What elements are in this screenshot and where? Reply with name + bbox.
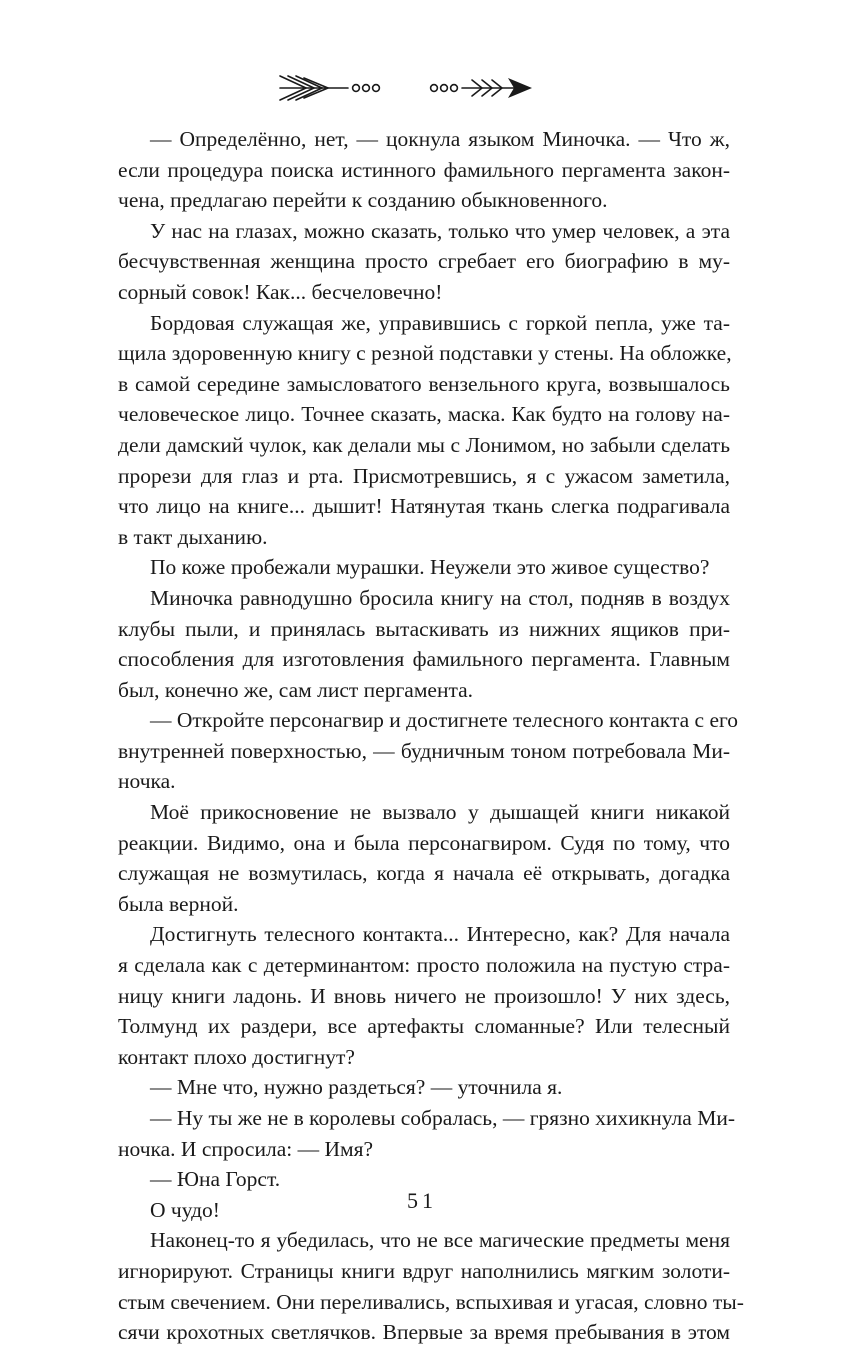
text-line: — Юна Горст. xyxy=(150,1167,281,1192)
text-line: ночка. И спросила: — Имя? xyxy=(118,1136,374,1161)
text-line: ницу книги ладонь. И вновь ничего не произошло! У них здесь, xyxy=(118,983,730,1008)
text-line: Наконец-то я убедилась, что не все магические предметы меня xyxy=(150,1228,730,1253)
text-line: прорези для глаз и рта. Присмотревшись, я с ужасом заметила, xyxy=(118,463,730,488)
text-line: — Мне что, нужно раздеться? — уточнила я. xyxy=(150,1075,563,1100)
text-line: служащая не возмутилась, когда я начала её открывать, догадка xyxy=(118,861,730,886)
body-text xyxy=(118,124,744,1348)
text-line: У нас на глазах, можно сказать, только что умер человек, а эта xyxy=(150,218,730,243)
text-line: я сделала как с детерминантом: просто положила на пустую стра- xyxy=(118,953,730,978)
text-line: игнорируют. Страницы книги вдруг наполнились мягким золоти- xyxy=(118,1258,730,1283)
text-line: По коже пробежали мурашки. Неужели это живое существо? xyxy=(150,555,710,580)
text-line: ночка. xyxy=(118,769,176,794)
text-line: дели дамский чулок, как делали мы с Лонимом, но забыли сделать xyxy=(118,432,730,457)
text-line: сорный совок! Как... бесчеловечно! xyxy=(118,279,443,304)
text-line: способления для изготовления фамильного пергамента. Главным xyxy=(118,647,730,672)
text-line: — Ну ты же не в королевы собралась, — грязно хихикнула Ми- xyxy=(150,1106,735,1130)
text-line: была верной. xyxy=(118,891,239,916)
text-line: был, конечно же, сам лист пергамента. xyxy=(118,677,474,702)
text-line: Достигнуть телесного контакта... Интересно, как? Для начала xyxy=(150,922,730,947)
text-line: Миночка равнодушно бросила книгу на стол, подняв в воздух xyxy=(150,585,730,610)
text-line: бесчувственная женщина просто сгребает его биографию в му- xyxy=(118,249,730,274)
text-line: О чудо! xyxy=(150,1197,220,1222)
text-line: стым свечением. Они переливались, вспыхивая и угасая, словно ты- xyxy=(118,1289,744,1314)
text-line: в самой середине замысловатого вензельного круга, возвышалось xyxy=(118,371,730,396)
text-line: внутренней поверхностью, — будничным тоном потребовала Ми- xyxy=(118,738,730,763)
text-line: реакции. Видимо, она и была персонагвиром. Судя по тому, что xyxy=(118,830,730,855)
text-line: — Определённо, нет, — цокнула языком Миночка. — Что ж, xyxy=(150,127,730,151)
arrow-moon-ornament-icon xyxy=(276,66,534,110)
text-line: в такт дыханию. xyxy=(118,524,268,549)
text-line: Моё прикосновение не вызвало у дышащей книги никакой xyxy=(150,800,730,825)
text-line: Толмунд их раздери, все артефакты сломанные? Или телесный xyxy=(118,1014,730,1039)
text-line: щила здоровенную книгу с резной подставки у стены. На обложке, xyxy=(118,341,732,366)
text-line: человеческое лицо. Точнее сказать, маска. Как будто на голову на- xyxy=(118,402,730,427)
text-line: Бордовая служащая же, управившись с горкой пепла, уже та- xyxy=(150,310,730,335)
text-line: — Откройте персонагвир и достигнете телесного контакта с его xyxy=(150,708,739,733)
text-line: чена, предлагаю перейти к созданию обыкновенного. xyxy=(118,188,608,213)
page-number: 51 xyxy=(407,1188,437,1213)
text-line: если процедура поиска истинного фамильного пергамента закон- xyxy=(118,157,730,182)
text-line: сячи крохотных светлячков. Впервые за время пребывания в этом xyxy=(118,1320,730,1345)
text-line: контакт плохо достигнут? xyxy=(118,1044,355,1069)
text-line: клубы пыли, и принялась вытаскивать из нижних ящиков при- xyxy=(118,616,730,641)
text-line: что лицо на книге... дышит! Натянутая ткань слегка подрагивала xyxy=(118,494,730,519)
